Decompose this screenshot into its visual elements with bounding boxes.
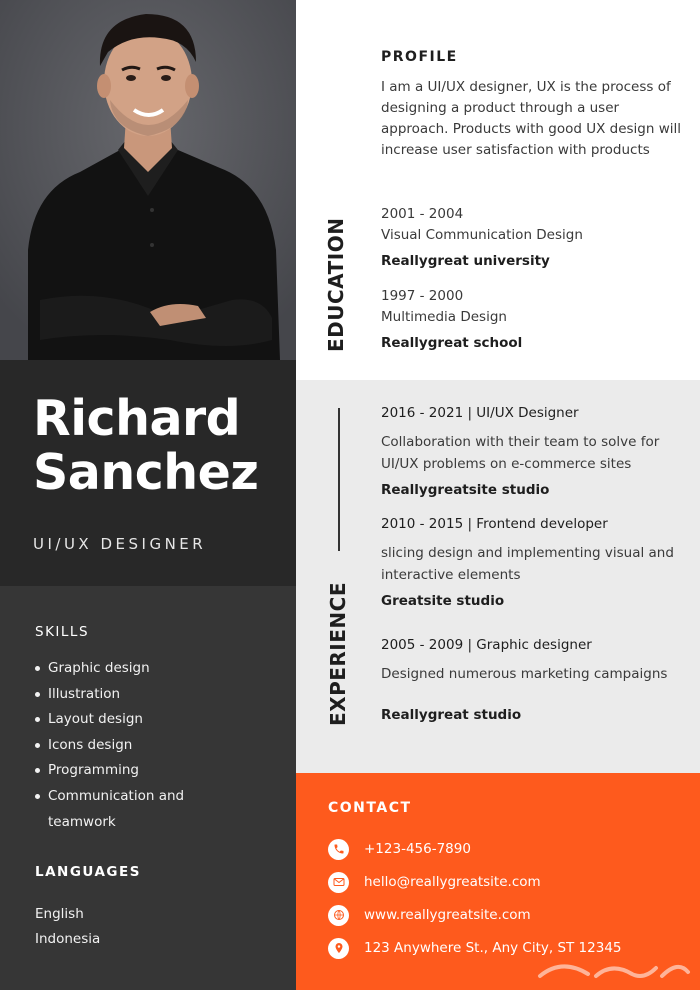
education-label: EDUCATION: [324, 217, 348, 352]
phone-text[interactable]: +123-456-7890: [364, 841, 471, 857]
email-link[interactable]: hello@reallygreatsite.com: [364, 874, 541, 890]
skills-list: [35, 656, 265, 835]
job-company: Reallygreat studio: [381, 706, 522, 723]
job-company: Greatsite studio: [381, 593, 505, 609]
education-degree: Multimedia Design: [381, 309, 507, 325]
job-company: Reallygreatsite studio: [381, 482, 550, 498]
full-name: [33, 392, 258, 500]
profile-photo: [0, 0, 296, 360]
profile-title: PROFILE: [381, 49, 458, 65]
address-text: 123 Anywhere St., Any City, ST 12345: [364, 940, 622, 956]
job-description: Collaboration with their team to solve for UI/UX problems on e-commerce sites: [381, 434, 660, 472]
job-title: 2010 - 2015 | Frontend developer: [381, 516, 608, 532]
skills-title: SKILLS: [35, 624, 90, 640]
contact-website: [328, 904, 531, 926]
skill-item: Illustration: [35, 682, 265, 708]
skill-item: Icons design: [35, 733, 265, 759]
last-name: Sanchez: [33, 444, 259, 501]
portrait-illustration: [0, 0, 296, 360]
job-description: Designed numerous marketing campaigns: [381, 666, 668, 682]
education-entry: [381, 204, 681, 272]
contact-phone: [328, 838, 471, 860]
job-title: 2016 - 2021 | UI/UX Designer: [381, 405, 579, 421]
education-years: 1997 - 2000: [381, 288, 464, 304]
skill-item: Programming: [35, 758, 265, 784]
job-entry: [381, 403, 686, 501]
language-item: English: [35, 906, 84, 922]
skill-item: Communication and teamwork: [35, 784, 195, 835]
skill-item: Graphic design: [35, 656, 265, 682]
contact-title: CONTACT: [328, 800, 412, 816]
profile-education-section: [296, 0, 700, 380]
education-school: Reallygreat university: [381, 253, 550, 269]
job-entry: [381, 635, 686, 726]
first-name: Richard: [33, 390, 241, 447]
education-degree: Visual Communication Design: [381, 227, 583, 243]
globe-icon: [328, 905, 349, 926]
job-role: UI/UX DESIGNER: [33, 535, 207, 553]
watermark-logo: [532, 954, 692, 982]
skills-languages-panel: [0, 586, 296, 990]
contact-section: [296, 773, 700, 990]
job-title: 2005 - 2009 | Graphic designer: [381, 637, 592, 653]
profile-text: I am a UI/UX designer, UX is the process of designing a product through a user approach. Products with good UX design will increase user satisfaction with products: [381, 79, 682, 158]
location-pin-icon: [328, 938, 349, 959]
language-item: Indonesia: [35, 931, 101, 947]
phone-icon: [328, 839, 349, 860]
divider-line: [338, 408, 340, 551]
languages-title: LANGUAGES: [35, 864, 141, 880]
name-block: [0, 360, 296, 586]
education-years: 2001 - 2004: [381, 206, 464, 222]
job-description: slicing design and implementing visual and interactive elements: [381, 545, 674, 583]
education-entry: [381, 286, 681, 354]
experience-label: EXPERIENCE: [326, 582, 350, 726]
mail-icon: [328, 872, 349, 893]
experience-section: [296, 380, 700, 773]
contact-email: [328, 871, 541, 893]
skill-item: Layout design: [35, 707, 265, 733]
job-entry: [381, 514, 686, 612]
education-school: Reallygreat school: [381, 335, 523, 351]
website-link[interactable]: www.reallygreatsite.com: [364, 907, 531, 923]
languages-list: [35, 902, 100, 952]
